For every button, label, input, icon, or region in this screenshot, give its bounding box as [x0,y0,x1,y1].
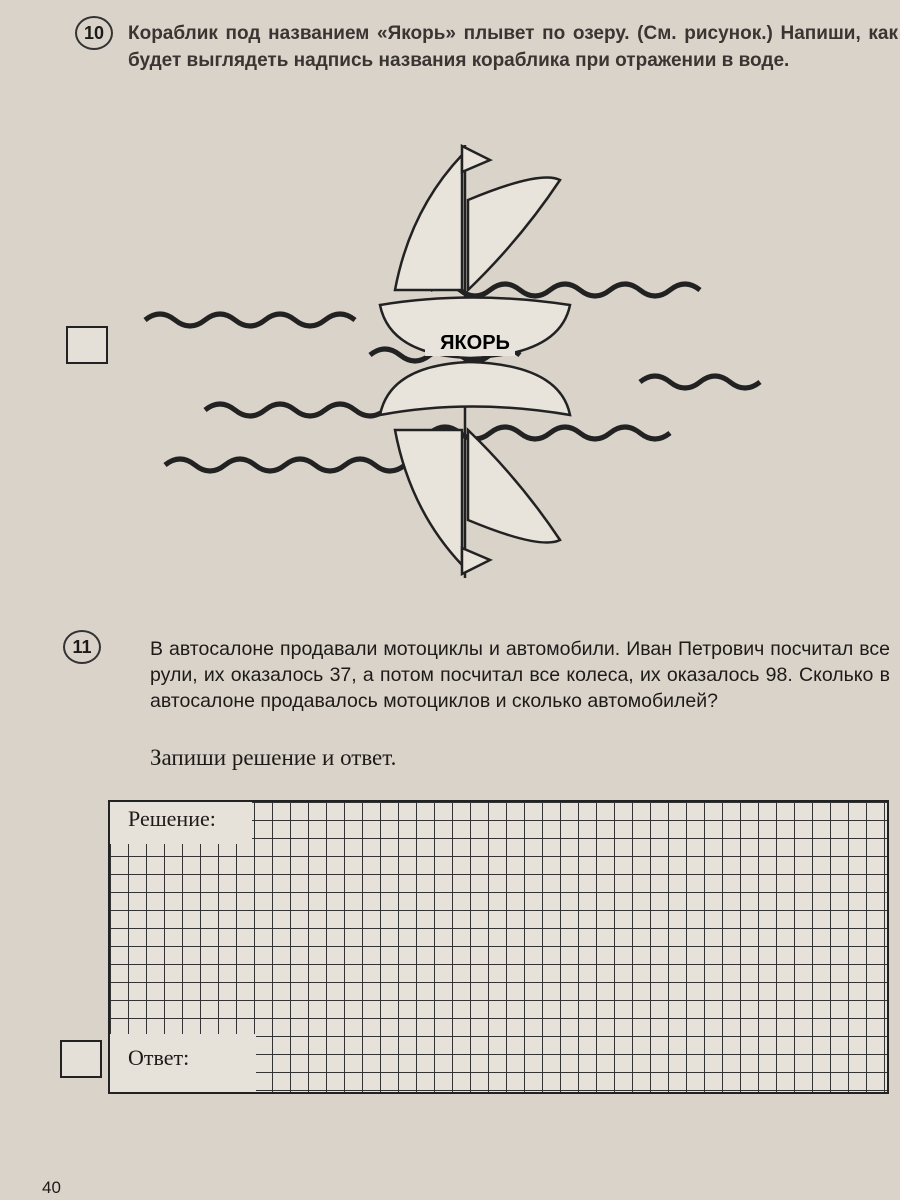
task-11-number: 11 [63,630,101,664]
answer-grid[interactable] [108,800,889,1094]
task-11-instruction: Запиши решение и ответ. [150,745,397,770]
solution-label: Решение: [110,802,252,844]
page-number: 40 [42,1178,61,1197]
task-10-text: Кораблик под названием «Якорь» плывет по озеру. (См. рисунок.) Напиши, как будет выглядеть надпись названия кораблика при отражении в воде. [128,23,898,71]
ship-illustration [140,140,780,580]
task-10-number: 10 [75,16,113,50]
task-11-text: В автосалоне продавали мотоциклы и автомобили. Иван Петрович посчитал все рули, их оказалось 37, а потом посчитал все колеса, их оказалось 98. Сколько в автосалоне продавалось мотоциклов и сколько автомобилей? [150,638,890,712]
answer-label: Ответ: [110,1034,256,1092]
ship-name: ЯКОРЬ [440,332,510,354]
task-10-score-box [66,326,108,364]
task-11-score-box [60,1040,102,1078]
